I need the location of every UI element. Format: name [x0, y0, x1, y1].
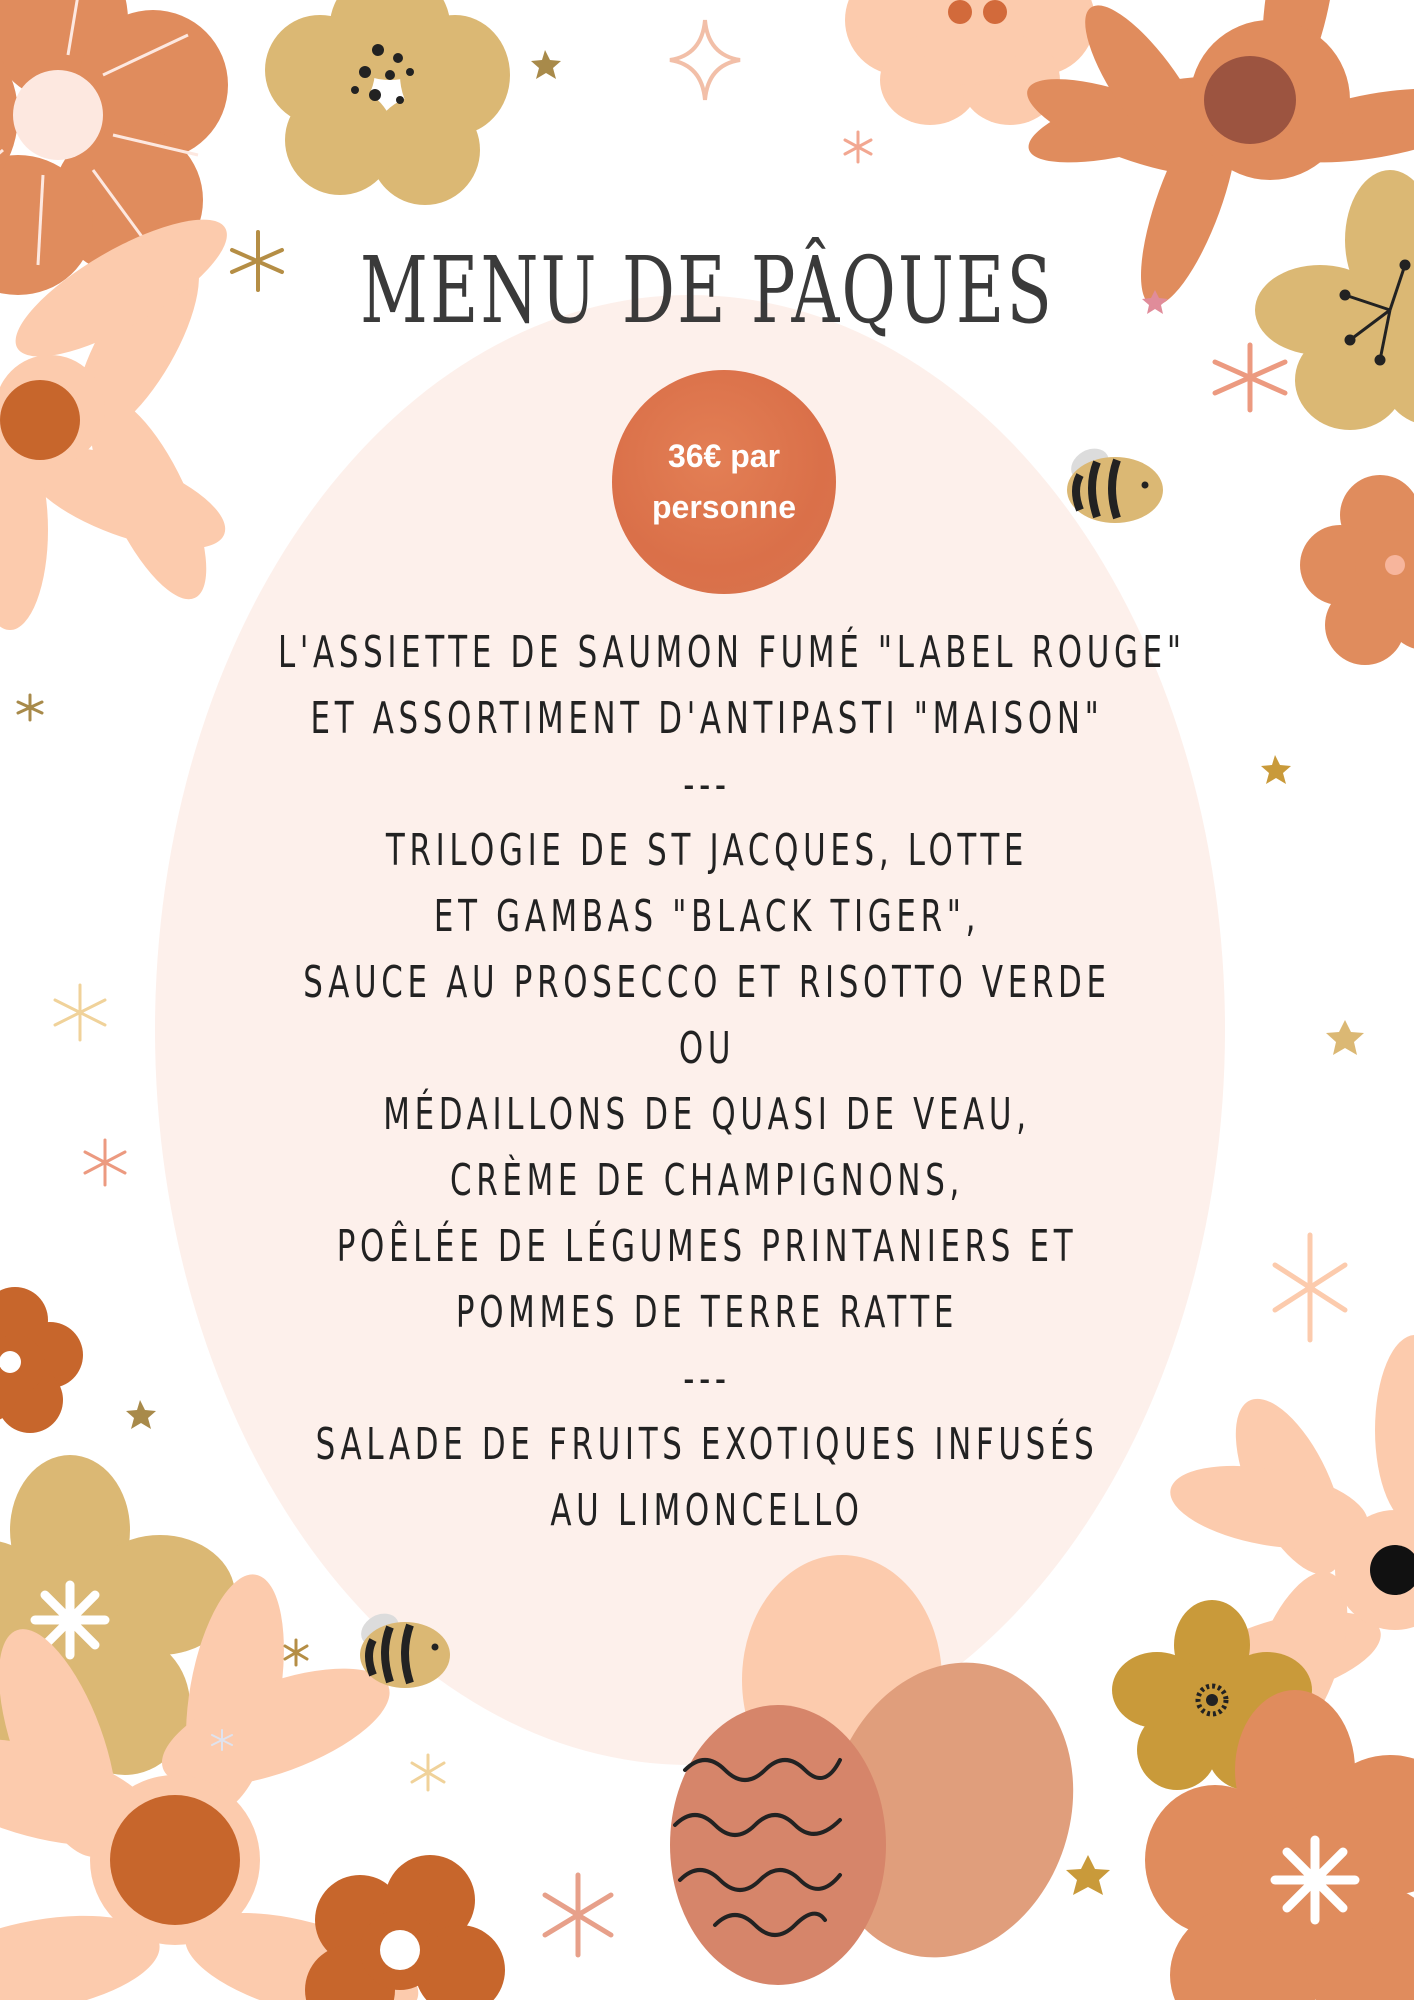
price-badge [612, 370, 836, 594]
menu-line: SALADE DE FRUITS EXOTIQUES INFUSÉS [315, 1419, 1099, 1470]
menu-line: POMMES DE TERRE RATTE [455, 1287, 959, 1338]
bee-icon-right [1065, 442, 1163, 523]
page-title: MENU DE PÂQUES [360, 237, 1054, 344]
menu-line: CRÈME DE CHAMPIGNONS, [450, 1155, 964, 1206]
flower-left-rust [0, 1287, 83, 1433]
menu-separator: --- [683, 1353, 731, 1404]
menu-line: ET ASSORTIMENT D'ANTIPASTI "MAISON" [310, 693, 1104, 744]
menu-line: L'ASSIETTE DE SAUMON FUMÉ "LABEL ROUGE" [278, 627, 1186, 678]
menu-line: POÊLÉE DE LÉGUMES PRINTANIERS ET [336, 1221, 1078, 1272]
menu-line: SAUCE AU PROSECCO ET RISOTTO VERDE [303, 957, 1111, 1008]
price-badge-line2: personne [651, 489, 797, 525]
menu-list [157, 620, 1257, 1544]
price-badge-line1: 36€ par [667, 437, 781, 474]
flower-top-mustard [265, 0, 510, 205]
flower-bottom-rust [305, 1855, 505, 2000]
menu-line: MÉDAILLONS DE QUASI DE VEAU, [383, 1089, 1031, 1140]
flower-right-orange [1300, 475, 1414, 665]
menu-line: TRILOGIE DE ST JACQUES, LOTTE [385, 825, 1029, 876]
menu-separator: --- [683, 759, 731, 810]
menu-line: AU LIMONCELLO [550, 1485, 864, 1536]
menu-or: OU [678, 1023, 736, 1074]
menu-line: ET GAMBAS "BLACK TIGER", [433, 891, 981, 942]
